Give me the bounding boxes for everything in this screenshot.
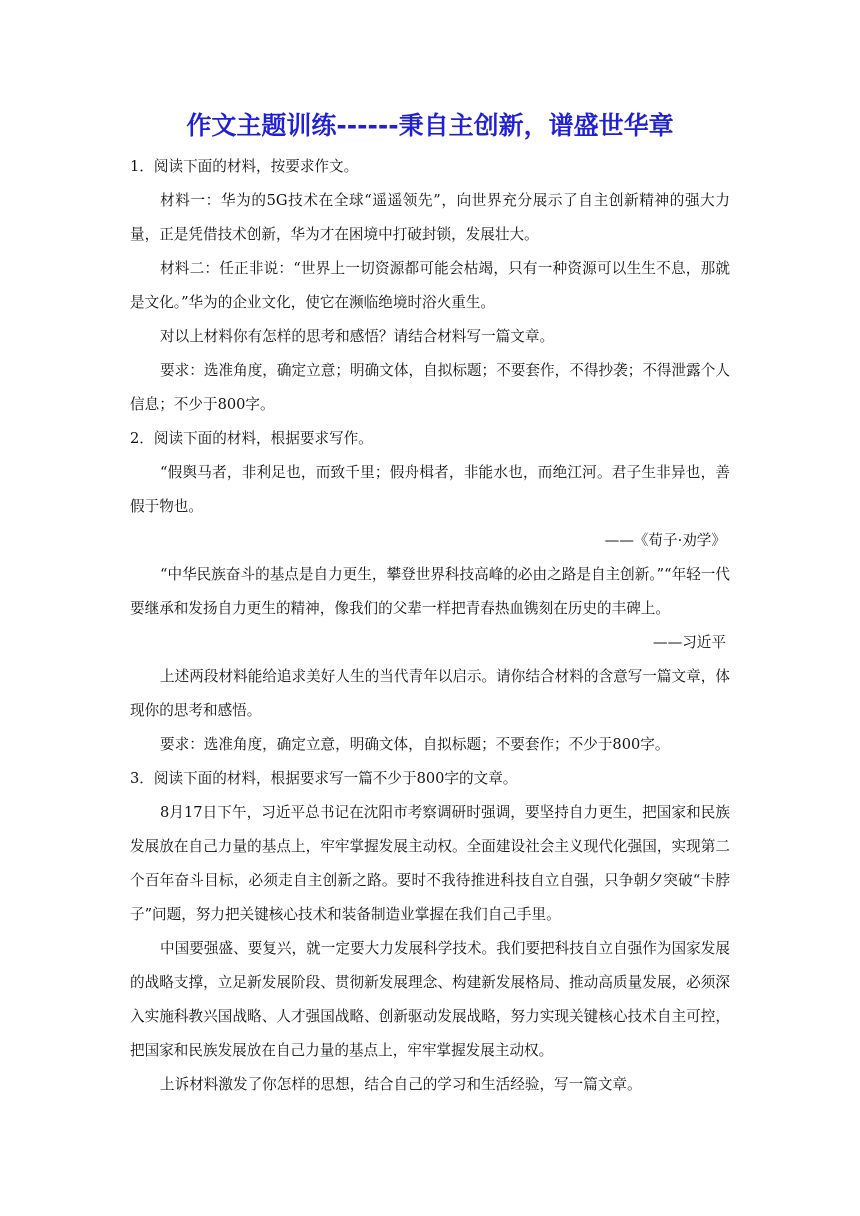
question-1-requirements: 要求：选准角度，确定立意；明确文体，自拟标题；不要套作，不得抄袭；不得泄露个人信息；不少于800字。 [130,362,730,413]
question-2-heading: 2．阅读下面的材料，根据要求写作。 [130,430,373,447]
document-body [130,150,730,1102]
question-3-paragraph-1: 8月17日下午，习近平总书记在沈阳市考察调研时强调，要坚持自力更生，把国家和民族发展放在自己力量的基点上，牢牢掌握发展主动权。全面建设社会主义现代化强国，实现第二个百年奋斗目标，必须走自主创新之路。要时不我待推进科技自立自强，只争朝夕突破“卡脖子”问题，努力把关键核心技术和装备制造业掌握在我们自己手里。 [130,804,730,923]
question-2-requirements: 要求：选准角度，确定立意，明确文体，自拟标题；不要套作；不少于800字。 [160,736,670,753]
question-2-prompt: 上述两段材料能给追求美好人生的当代青年以启示。请你结合材料的含意写一篇文章，体现你的思考和感悟。 [130,668,730,719]
question-3-paragraph-2: 中国要强盛、要复兴，就一定要大力发展科学技术。我们要把科技自立自强作为国家发展的战略支撑，立足新发展阶段、贯彻新发展理念、构建新发展格局、推动高质量发展，必须深入实施科教兴国战略、人才强国战略、创新驱动发展战略，努力实现关键核心技术自主可控，把国家和民族发展放在自己力量的基点上，牢牢掌握发展主动权。 [130,940,730,1059]
question-2-quote-1: “假舆马者，非利足也，而致千里；假舟楫者，非能水也，而绝江河。君子生非异也，善假于物也。 [130,464,730,515]
question-1-heading: 1．阅读下面的材料，按要求作文。 [130,158,359,175]
question-1-material-1: 材料一：华为的5G技术在全球“遥遥领先”，向世界充分展示了自主创新精神的强大力量，正是凭借技术创新，华为才在困境中打破封锁，发展壮大。 [130,192,730,243]
question-3-heading: 3．阅读下面的材料，根据要求写一篇不少于800字的文章。 [130,770,518,787]
document-title: 作文主题训练------秉自主创新，谱盛世华章 [186,111,674,140]
question-3-prompt: 上诉材料激发了你怎样的思想，结合自己的学习和生活经验，写一篇文章。 [160,1076,642,1093]
question-2-source-2: ——习近平 [653,634,726,651]
question-1-material-2: 材料二：任正非说：“世界上一切资源都可能会枯竭，只有一种资源可以生生不息，那就是文化。”华为的企业文化，使它在濒临绝境时浴火重生。 [130,260,730,311]
question-2-source-1: ——《荀子·劝学》 [604,532,726,549]
question-2-quote-2: “中华民族奋斗的基点是自力更生，攀登世界科技高峰的必由之路是自主创新。”“年轻一代要继承和发扬自力更生的精神，像我们的父辈一样把青春热血镌刻在历史的丰碑上。 [130,566,730,617]
question-1-prompt: 对以上材料你有怎样的思考和感悟？请结合材料写一篇文章。 [160,328,555,345]
